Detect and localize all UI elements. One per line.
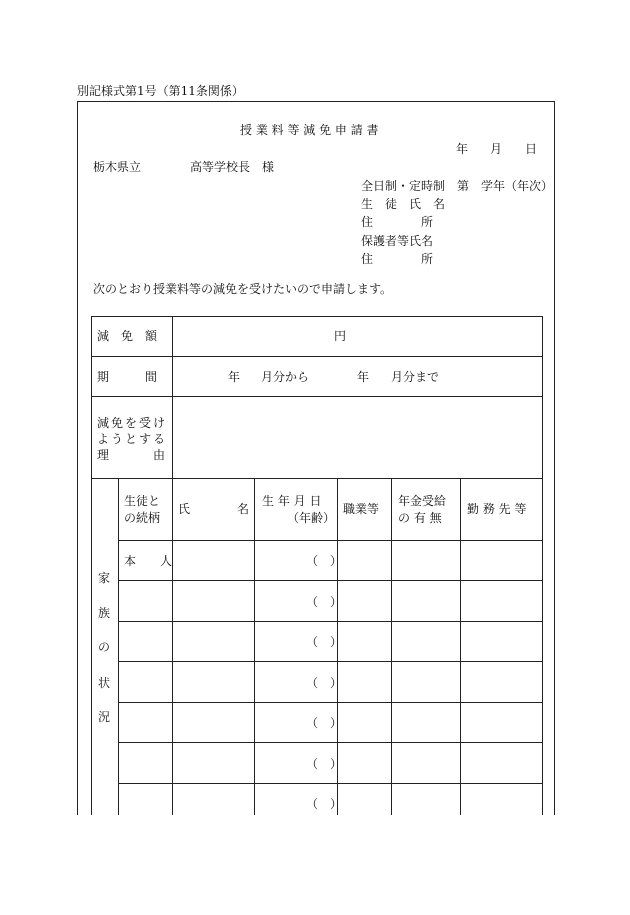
period-from-year: 年 [228,370,241,384]
date-year-label: 年 [456,142,469,156]
header-name-part2: 名 [237,502,250,516]
family-row-line [118,742,542,743]
family-col-line-occupation [337,478,338,836]
family-side-label-char: 況 [98,710,111,724]
applicant-guardian-name-label: 保護者等氏名 [361,234,434,248]
header-occupation: 職業等 [343,502,380,516]
exemption-amount-label: 減 免 額 [97,329,158,343]
date-day-label: 日 [525,142,538,156]
reason-label-line1: 減免を受け [97,416,165,430]
table-row-line [91,356,542,357]
family-header-bottom-line [118,540,542,541]
family-row-age: （ ） [306,635,343,649]
page-bottom-margin [0,815,630,915]
family-row-age: （ ） [306,716,343,730]
family-col-line-relation [118,478,119,836]
table-right-border [542,316,543,836]
application-statement: 次のとおり授業料等の減免を受けたいので申請します。 [93,282,393,296]
header-dob-line2: （年齢） [287,511,336,525]
table-top-border [91,316,542,317]
table-left-border [91,316,92,836]
family-col-line-dob [254,478,255,836]
table-row-line [91,478,542,479]
family-row-age: （ ） [306,676,343,690]
family-side-label-char: の [98,640,111,654]
family-col-line-workplace [460,478,461,836]
family-side-label-char: 家 [98,571,111,585]
addressee-prefecture: 栃木県立 [93,160,142,174]
header-pension-line1: 年金受給 [398,494,447,508]
family-row-age: （ ） [306,595,343,609]
family-row-age: （ ） [306,757,343,771]
addressee-principal: 高等学校長 [190,160,251,174]
family-row-age: （ ） [306,797,343,811]
applicant-address-label: 住 所 [361,215,434,229]
family-row-relation: 本 人 [124,554,173,568]
header-workplace: 勤 務 先 等 [467,502,527,516]
table-row-line [91,396,542,397]
table-label-divider [172,316,173,478]
period-label: 期 間 [97,370,158,384]
applicant-guardian-address-label: 住 所 [361,252,434,266]
family-row-line [118,702,542,703]
family-row-line [118,661,542,662]
exemption-amount-yen: 円 [334,329,347,343]
period-from-month: 月分から [261,370,310,384]
header-name-part1: 氏 [178,502,191,516]
header-relation-line2: の続柄 [124,511,161,525]
addressee-honorific: 様 [262,160,275,174]
period-to-month: 月分まで [391,370,440,384]
applicant-student-name-label: 生 徒 氏 名 [361,197,446,211]
form-frame [77,101,555,861]
family-row-line [118,783,542,784]
header-relation-line1: 生徒と [124,494,161,508]
family-row-line [118,621,542,622]
reason-label-line2: ようとする [97,432,165,446]
family-col-line-pension [391,478,392,836]
family-col-line-name [172,478,173,836]
form-reference: 別記様式第1号（第11条関係） [77,84,244,98]
date-month-label: 月 [490,142,503,156]
period-to-year: 年 [357,370,370,384]
family-row-age: （ ） [306,554,343,568]
family-side-label-char: 族 [98,606,111,620]
form-title: 授 業 料 等 減 免 申 請 書 [240,123,379,137]
family-side-label-char: 状 [98,676,111,690]
family-row-line [118,580,542,581]
applicant-course-line: 全日制・定時制 第 学年（年次） [361,179,554,193]
header-pension-line2: の 有 無 [398,511,442,525]
reason-label-line3: 理 由 [97,448,165,462]
header-dob-line1: 生 年 月 日 [262,494,322,508]
